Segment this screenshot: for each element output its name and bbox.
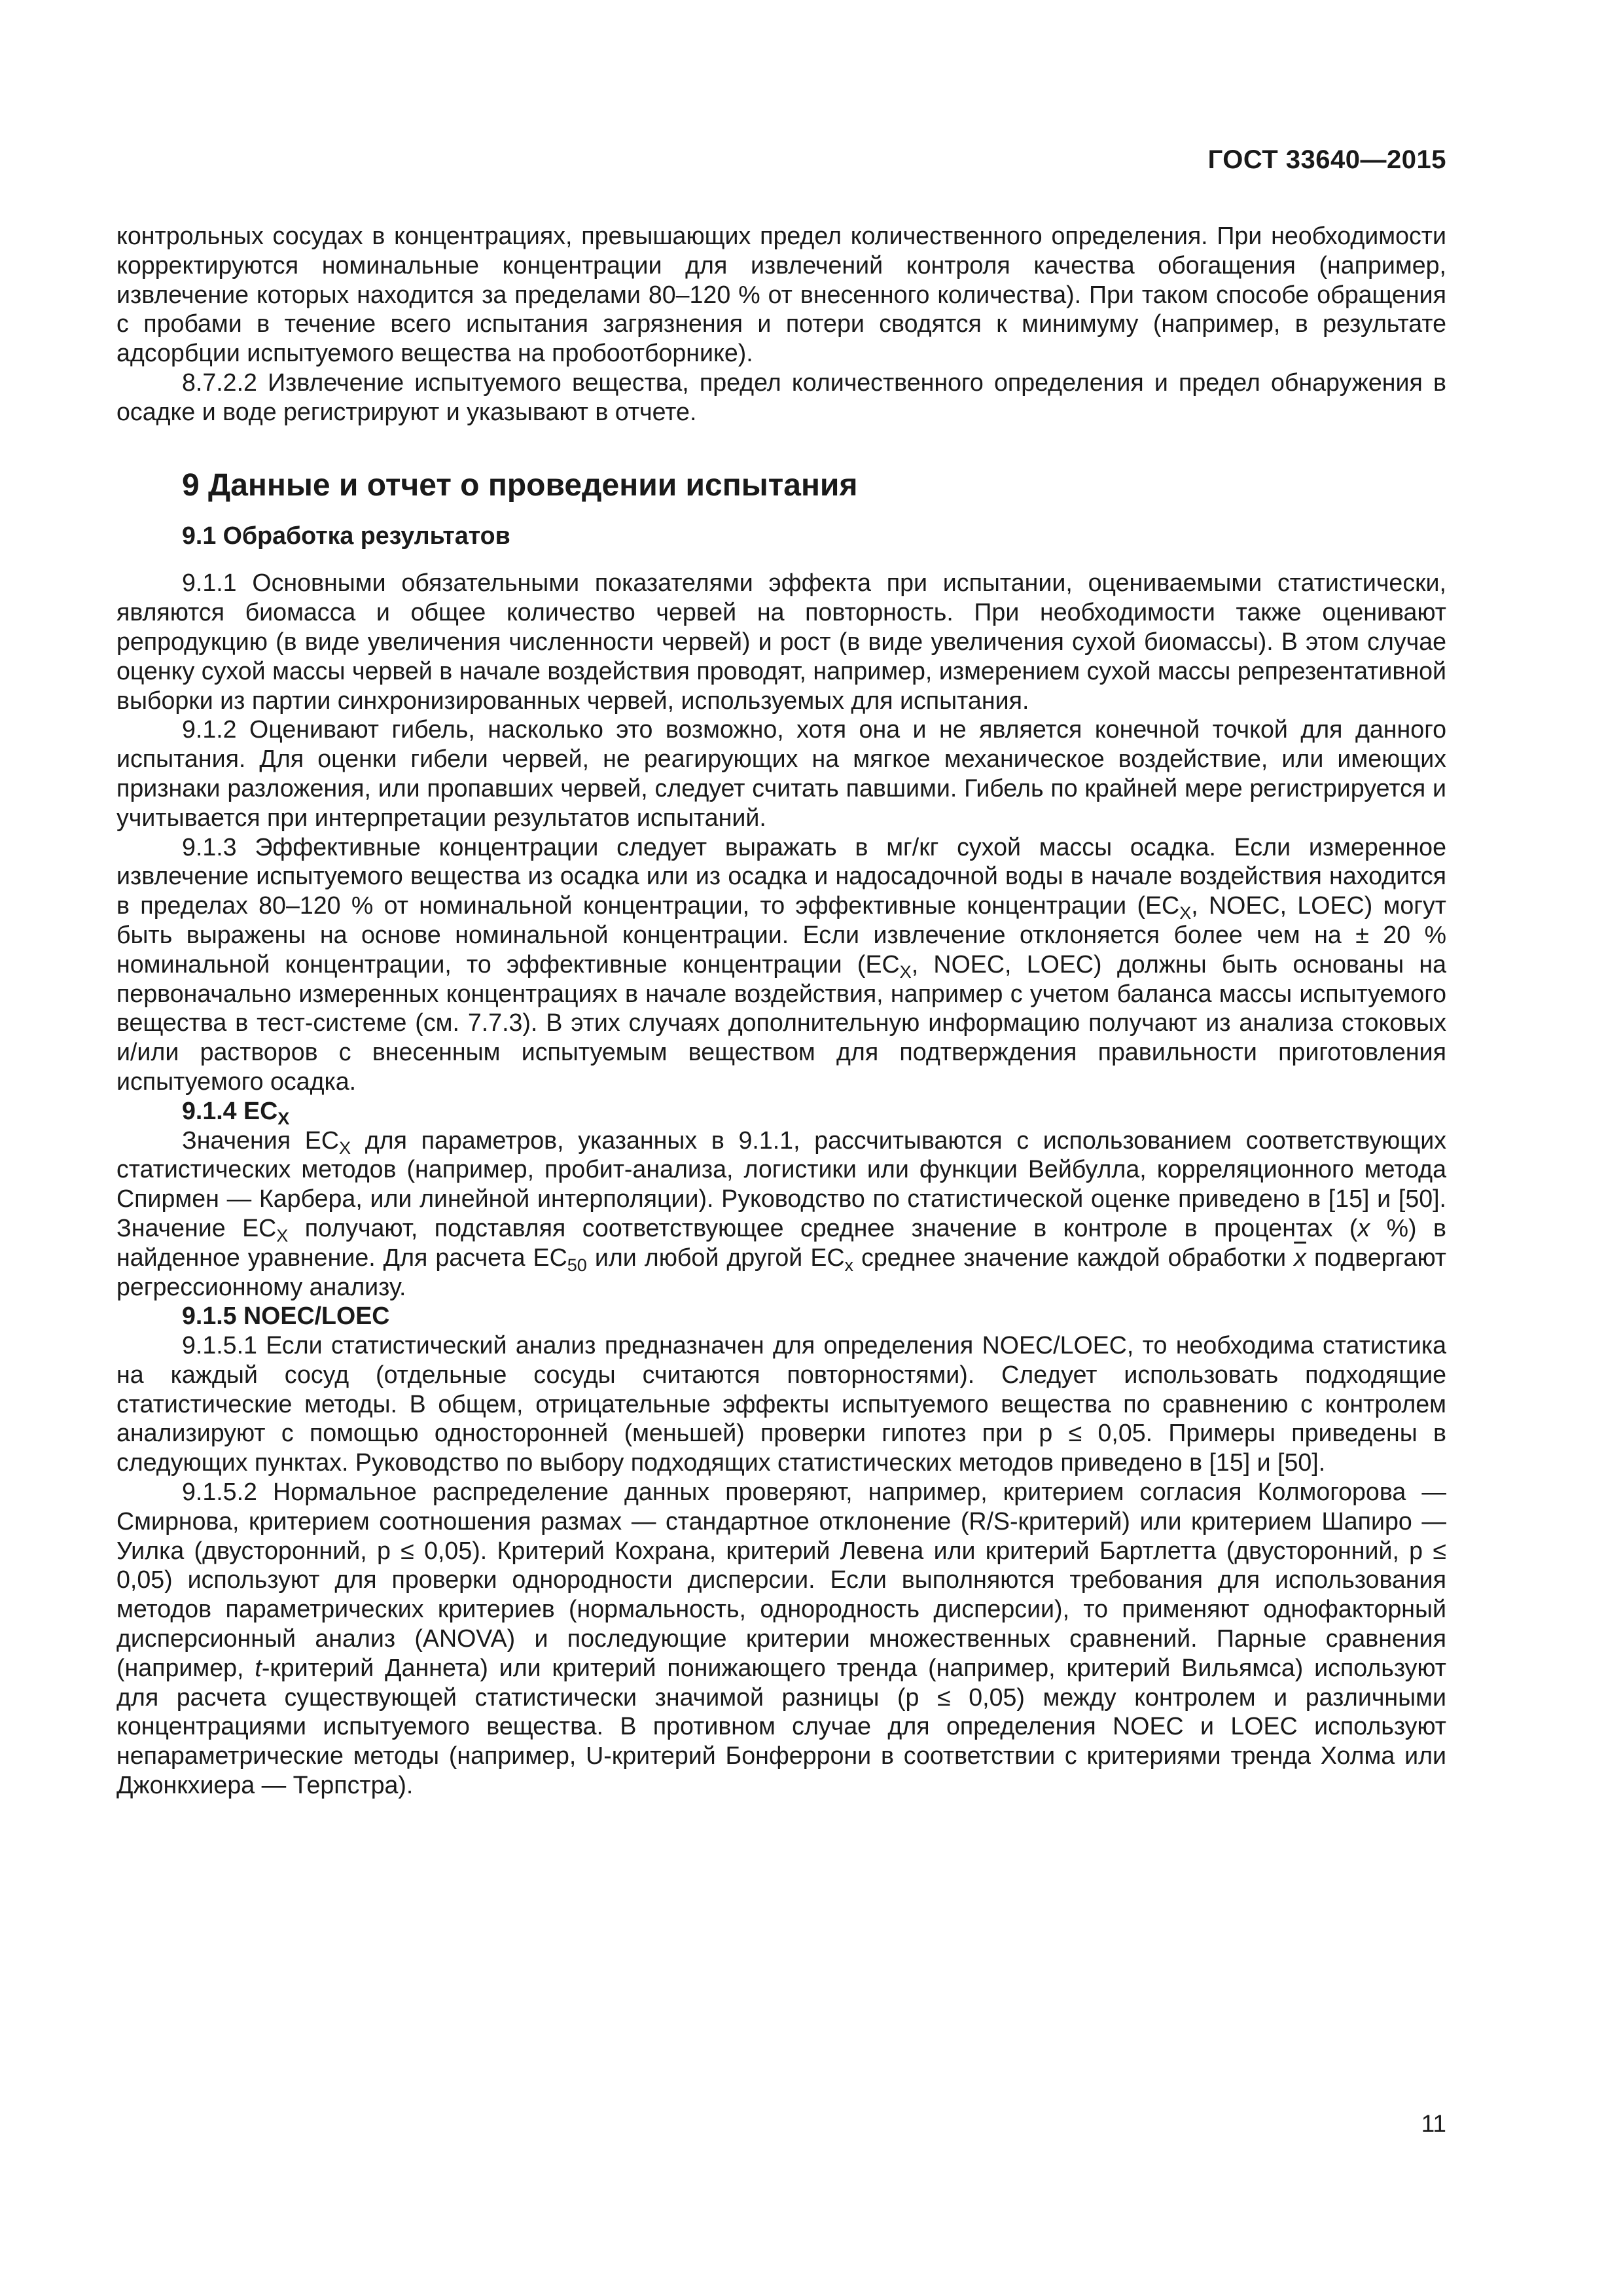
paragraph-9-1-5-1: 9.1.5.1 Если статистический анализ предназначен для определения NOEC/LOEC, то необходима статистика на каждый сосуд (отдельные сосуды считаются повторностями). Следует использовать подходящие статистические методы. В общем, отрицательные эффекты испытуемого вещества по сравнению с контролем анализируют с помощью односторонней (меньшей) проверки гипотез при p ≤ 0,05. Примеры приведены в следующих пунктах. Руководство по выбору подходящих статистических методов приведено в [15] и [50]. <box>116 1331 1446 1477</box>
paragraph-9-1-2: 9.1.2 Оценивают гибель, насколько это возможно, хотя она и не является конечной точкой для данного испытания. Для оценки гибели червей, не реагирующих на мягкое механическое воздействие, или имеющих признаки разложения, или пропавших червей, следует считать павшими. Гибель по крайней мере регистрируется и учитывается при интерпретации результатов испытаний. <box>116 715 1446 831</box>
paragraph-8-7-2-2: 8.7.2.2 Извлечение испытуемого вещества, предел количественного определения и предел обнаружения в осадке и воде регистрируют и указывают в отчете. <box>116 368 1446 425</box>
paragraph-9-1-5-2: 9.1.5.2 Нормальное распределение данных проверяют, например, критерием согласия Колмогорова — Смирнова, критерием соотношения размах — стандартное отклонение (R/S-критерий) или критерием Шапиро — Уилка (двусторонний, p ≤ 0,05). Критерий Кохрана, критерий Левена или критерий Бартлетта (двусторонний, p ≤ 0,05) используют для проверки однородности дисперсии. Если выполняются требования для использования методов параметрических критериев (нормальность, однородность дисперсии), то применяют однофакторный дисперсионный анализ (ANOVA) и последующие критерии множественных сравнений. Парные сравнения (например, t-критерий Даннета) или критерий понижающего тренда (например, критерий Вильямса) используют для расчета существующей статистически значимой разницы (p ≤ 0,05) между контролем и различными концентрациями испытуемого вещества. В противном случае для определения NOEC и LOEC используют непараметрические методы (например, U-критерий Бонферрони в соответствии с критериями тренда Холма или Джонкхиера — Терпстра). <box>116 1478 1446 1799</box>
paragraph-9-1-3: 9.1.3 Эффективные концентрации следует выражать в мг/кг сухой массы осадка. Если измеренное извлечение испытуемого вещества из осадка или из осадка и надосадочной воды в начале воздействия находится в пределах 80–120 % от номинальной концентрации, то эффективные концентрации ($EC_X$, NOEC, LOEC) могут быть выражены на основе номинальной концентрации. Если извлечение отклоняется более чем на ± 20 % номинальной концентрации, то эффективные концентрации ($EC_X$, NOEC, LOEC) должны быть основаны на первоначально измеренных концентрациях в начале воздействия, например с учетом баланса массы испытуемого вещества в тест-системе (см. 7.7.3). В этих случаях дополнительную информацию получают из анализа стоковых и/или растворов с внесенным испытуемым веществом для подтверждения правильности приготовления испытуемого осадка. <box>116 833 1446 1095</box>
continuation-paragraph: контрольных сосудах в концентрациях, превышающих предел количественного определения. При необходимости корректируются номинальные концентрации для извлечений контроля качества обогащения (например, извлечение которых находится за пределами 80–120 % от внесенного количества). При таком способе обращения с пробами в течение всего испытания загрязнения и потери сводятся к минимуму (например, в результате адсорбции испытуемого вещества на пробоотборнике). <box>116 222 1446 367</box>
heading-9-1-4: 9.1.4 $EC_X$ <box>182 1096 290 1128</box>
x-bar-symbol: $\overline{x}$ <box>1294 1243 1306 1271</box>
document-page <box>116 0 1446 2296</box>
document-header: ГОСТ 33640—2015 <box>1207 145 1446 174</box>
heading-9-1-5: 9.1.5 NOEC/LOEC <box>182 1302 390 1330</box>
paragraph-9-1-1: 9.1.1 Основными обязательными показателями эффекта при испытании, оцениваемыми статистически, являются биомасса и общее количество червей на повторность. При необходимости также оценивают репродукцию (в виде увеличения численности червей) и рост (в виде увеличения сухой биомассы). В этом случае оценку сухой массы червей в начале воздействия проводят, например, измерением сухой массы репрезентативной выборки из партии синхронизированных червей, используемых для испытания. <box>116 569 1446 714</box>
paragraph-9-1-4: Значения $EC_X$ для параметров, указанных в 9.1.1, рассчитываются с использованием соответствующих статистических методов (например, пробит-анализа, логистики или функции Вейбулла, корреляционного метода Спирмен — Карбера, или линейной интерполяции). Руководство по статистической оценке приведено в [15] и [50]. Значение $EC_X$ получают, подставляя соответствующее среднее значение в контроле в процентах (x %) в найденное уравнение. Для расчета $EC_{50}$ или любой другой $EC_x$ среднее значение каждой обработки $\overline{x}$ подвергают регрессионному анализу. <box>116 1126 1447 1300</box>
page-number: 11 <box>1421 2110 1446 2137</box>
section-heading-9: 9 Данные и отчет о проведении испытания <box>182 467 858 503</box>
document-body <box>116 221 1446 1800</box>
subsection-heading-9-1: 9.1 Обработка результатов <box>182 521 510 549</box>
